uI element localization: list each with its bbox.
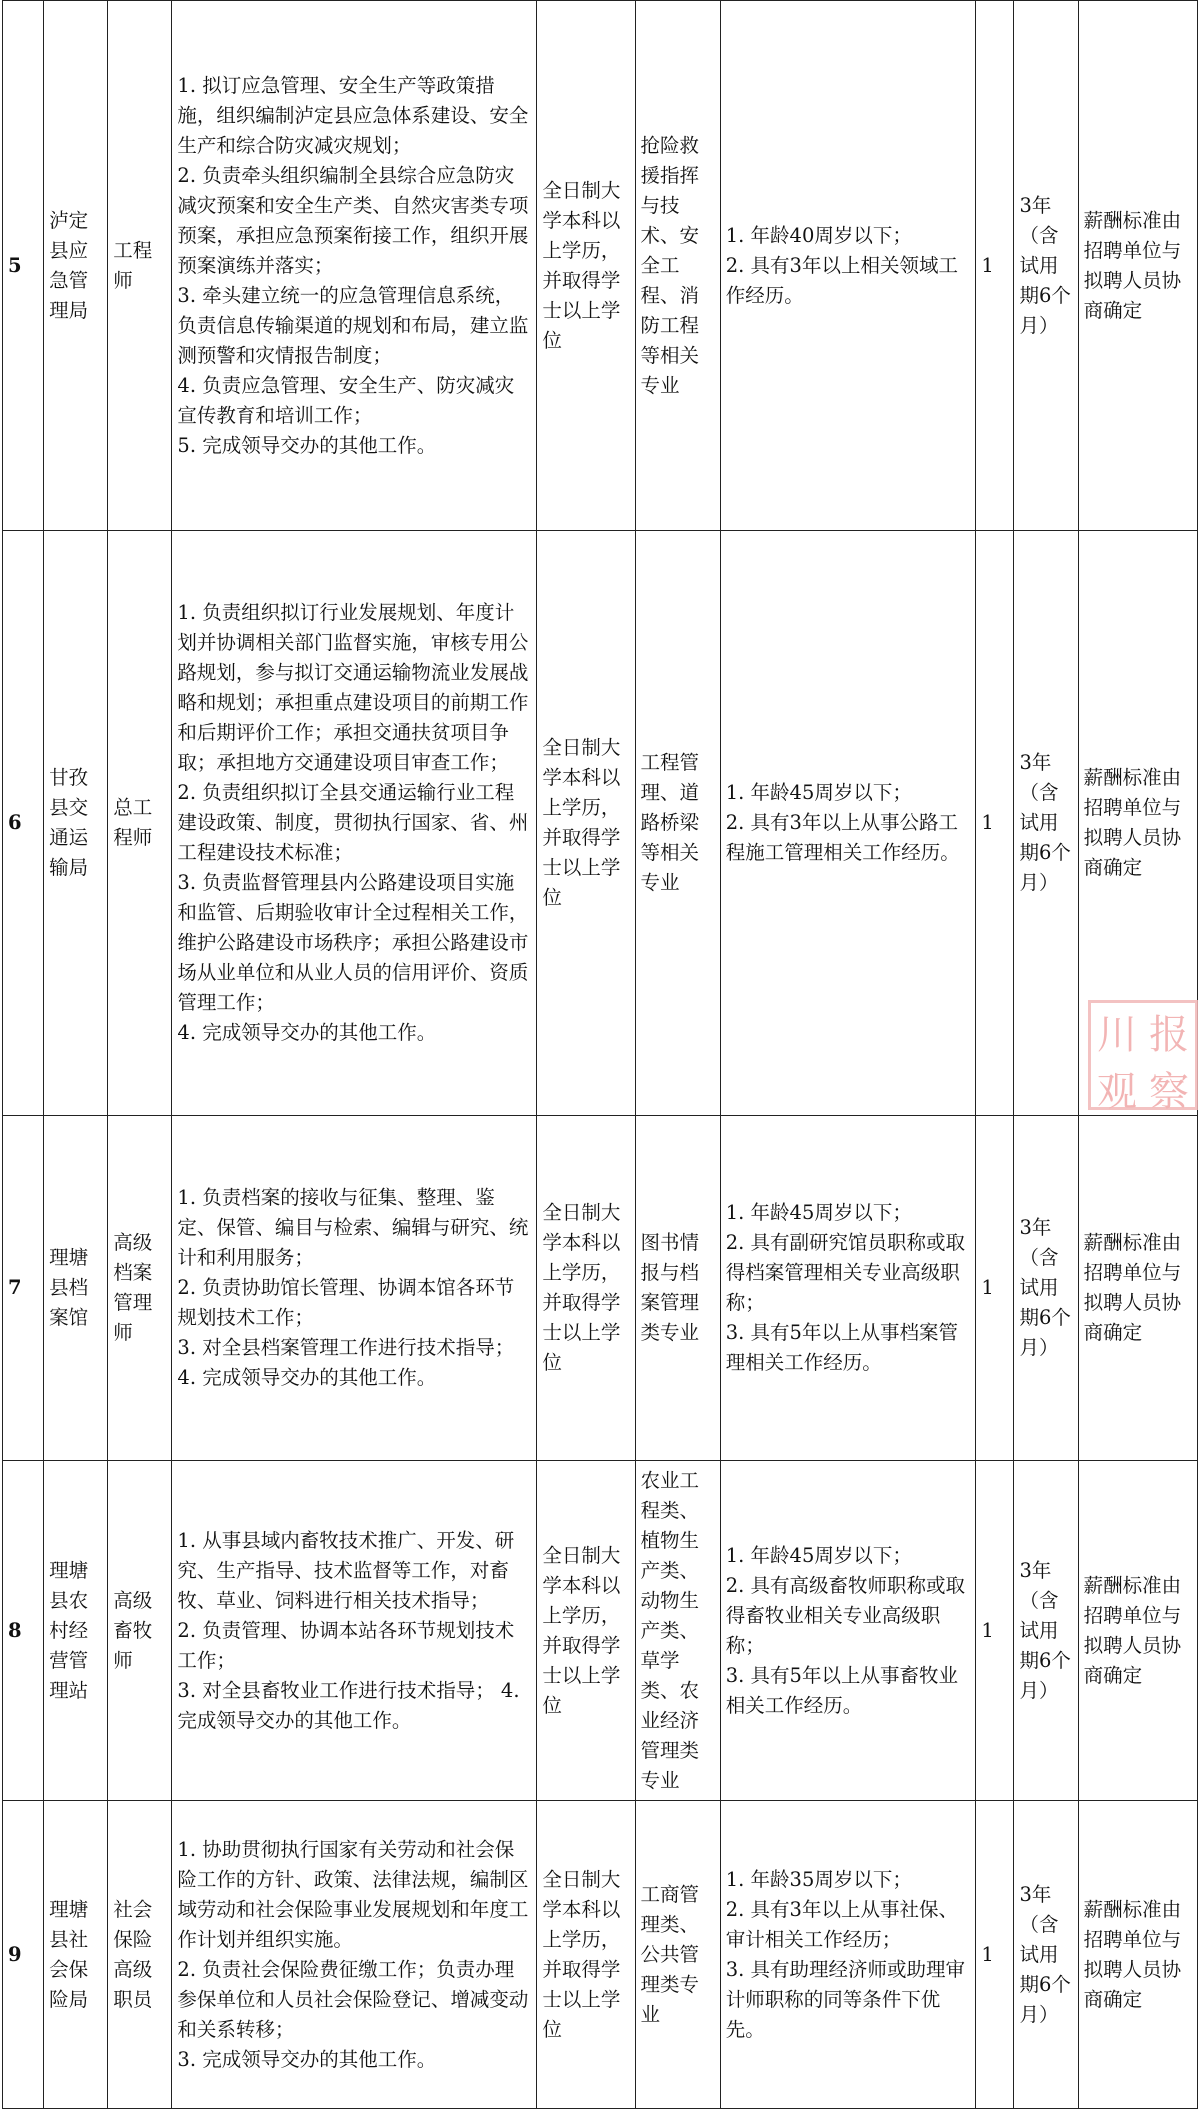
employer-cell: 理塘县档案馆 [44, 1116, 108, 1461]
term-cell: 3年（含试用期6个月） [1014, 531, 1078, 1116]
position-cell: 高级畜牧师 [108, 1461, 172, 1801]
duty-item: 2. 负责社会保险费征缴工作；负责办理参保单位和人员社会保险登记、增减变动和关系转移； [177, 1957, 529, 2041]
term-cell: 3年（含试用期6个月） [1014, 1, 1078, 531]
duty-item: 3. 对全县档案管理工作进行技术指导； [177, 1336, 515, 1359]
term-cell: 3年（含试用期6个月） [1014, 1801, 1078, 2109]
duty-item: 4. 完成领导交办的其他工作。 [177, 1366, 437, 1389]
headcount-cell: 1 [976, 531, 1014, 1116]
requirement-item: 2. 具有3年以上从事公路工程施工管理相关工作经历。 [725, 811, 960, 864]
salary-cell: 薪酬标准由招聘单位与拟聘人员协商确定 [1078, 1461, 1197, 1801]
duties-cell [172, 1116, 537, 1461]
duty-item: 1. 协助贯彻执行国家有关劳动和社会保险工作的方针、政策、法律法规，编制区域劳动和社会保险事业发展规划和年度工作计划并组织实施。 [177, 1837, 529, 1951]
requirement-item: 3. 具有5年以上从事档案管理相关工作经历。 [725, 1321, 958, 1374]
requirements-cell [720, 1801, 976, 2109]
term-cell: 3年（含试用期6个月） [1014, 1116, 1078, 1461]
duty-item: 5. 完成领导交办的其他工作。 [177, 433, 437, 457]
education-cell: 全日制大学本科以上学历，并取得学士以上学位 [537, 1801, 635, 2109]
employer-cell: 理塘县社会保险局 [44, 1801, 108, 2109]
duty-item: 1. 从事县域内畜牧技术推广、开发、研究、生产指导、技术监督等工作，对畜牧、草业、饲料进行相关技术指导； [177, 1528, 515, 1612]
duty-item: 2. 负责协助馆长管理、协调本馆各环节规划技术工作； [177, 1276, 515, 1329]
headcount-cell: 1 [976, 1, 1014, 531]
position-cell: 社会保险高级职员 [108, 1801, 172, 2109]
term-cell: 3年（含试用期6个月） [1014, 1461, 1078, 1801]
requirement-item: 1. 年龄45周岁以下； [725, 1201, 912, 1224]
education-cell: 全日制大学本科以上学历，并取得学士以上学位 [537, 1116, 635, 1461]
major-cell: 工程管理、道路桥梁等相关专业 [635, 531, 720, 1116]
row-index: 8 [3, 1461, 44, 1801]
major-cell: 工商管理类、公共管理类专业 [635, 1801, 720, 2109]
watermark-char: 观 [1097, 1069, 1137, 1115]
row-index: 9 [3, 1801, 44, 2109]
requirements-cell [720, 531, 976, 1116]
requirement-item: 1. 年龄35周岁以下； [725, 1867, 912, 1891]
requirement-item: 1. 年龄40周岁以下； [725, 223, 912, 247]
duty-item: 1. 拟订应急管理、安全生产等政策措施，组织编制泸定县应急体系建设、安全生产和综合防灾减灾规划； [177, 73, 529, 157]
requirements-cell [720, 1116, 976, 1461]
row-index: 5 [3, 1, 44, 531]
duty-item: 3. 对全县畜牧业工作进行技术指导； 4. 完成领导交办的其他工作。 [177, 1678, 520, 1732]
table-row [3, 531, 1198, 1116]
duty-item: 4. 完成领导交办的其他工作。 [177, 1021, 437, 1044]
duty-item: 3. 完成领导交办的其他工作。 [177, 2047, 437, 2071]
requirement-item: 1. 年龄45周岁以下； [725, 781, 912, 804]
employer-cell: 甘孜县交通运输局 [44, 531, 108, 1116]
duty-item: 4. 负责应急管理、安全生产、防灾减灾宣传教育和培训工作； [177, 373, 515, 427]
duties-cell [172, 1461, 537, 1801]
watermark-seal [1088, 1000, 1198, 1115]
major-cell: 图书情报与档案管理类专业 [635, 1116, 720, 1461]
duty-item: 3. 牵头建立统一的应急管理信息系统，负责信息传输渠道的规划和布局，建立监测预警和灾情报告制度； [177, 283, 529, 367]
duties-cell [172, 531, 537, 1116]
duty-item: 2. 负责牵头组织编制全县综合应急防灾减灾预案和安全生产类、自然灾害类专项预案，承担应急预案衔接工作，组织开展预案演练并落实； [177, 163, 529, 277]
major-cell: 农业工程类、植物生产类、动物生产类、草学类、农业经济管理类专业 [635, 1461, 720, 1801]
watermark-char: 川 [1097, 1012, 1137, 1058]
salary-cell: 薪酬标准由招聘单位与拟聘人员协商确定 [1078, 531, 1197, 1116]
duties-cell [172, 1801, 537, 2109]
requirement-item: 2. 具有3年以上相关领域工作经历。 [725, 253, 958, 307]
duty-item: 1. 负责组织拟订行业发展规划、年度计划并协调相关部门监督实施，审核专用公路规划，参与拟订交通运输物流业发展战略和规划；承担重点建设项目的前期工作和后期评价工作；承担交通扶贫项目争取；承担地方交通建设项目审查工作； [177, 601, 529, 774]
salary-cell: 薪酬标准由招聘单位与拟聘人员协商确定 [1078, 1801, 1197, 2109]
requirement-item: 3. 具有5年以上从事畜牧业相关工作经历。 [725, 1663, 958, 1717]
watermark-char: 报 [1149, 1012, 1189, 1058]
position-cell: 总工程师 [108, 531, 172, 1116]
employer-cell: 泸定县应急管理局 [44, 1, 108, 531]
requirements-cell [720, 1461, 976, 1801]
duty-item: 1. 负责档案的接收与征集、整理、鉴定、保管、编目与检索、编辑与研究、统计和利用服务； [177, 1186, 529, 1269]
row-index: 6 [3, 531, 44, 1116]
requirement-item: 2. 具有副研究馆员职称或取得档案管理相关专业高级职称； [725, 1231, 966, 1314]
employer-cell: 理塘县农村经营管理站 [44, 1461, 108, 1801]
position-cell: 工程师 [108, 1, 172, 531]
major-cell: 抢险救援指挥与技术、安全工程、消防工程等相关专业 [635, 1, 720, 531]
position-cell: 高级档案管理师 [108, 1116, 172, 1461]
job-table [2, 0, 1198, 2109]
headcount-cell: 1 [976, 1801, 1014, 2109]
education-cell: 全日制大学本科以上学历，并取得学士以上学位 [537, 1, 635, 531]
requirement-item: 2. 具有高级畜牧师职称或取得畜牧业相关专业高级职称； [725, 1573, 966, 1657]
headcount-cell: 1 [976, 1461, 1014, 1801]
headcount-cell: 1 [976, 1116, 1014, 1461]
duties-cell [172, 1, 537, 531]
table-row [3, 1, 1198, 531]
education-cell: 全日制大学本科以上学历，并取得学士以上学位 [537, 1461, 635, 1801]
row-index: 7 [3, 1116, 44, 1461]
salary-cell: 薪酬标准由招聘单位与拟聘人员协商确定 [1078, 1, 1197, 531]
watermark-char: 察 [1149, 1069, 1189, 1115]
requirement-item: 3. 具有助理经济师或助理审计师职称的同等条件下优先。 [725, 1957, 966, 2041]
duty-item: 3. 负责监督管理县内公路建设项目实施和监管、后期验收审计全过程相关工作，维护公路建设市场秩序；承担公路建设市场从业单位和从业人员的信用评价、资质管理工作； [177, 871, 529, 1014]
duty-item: 2. 负责管理、协调本站各环节规划技术工作； [177, 1618, 515, 1672]
requirements-cell [720, 1, 976, 531]
salary-cell: 薪酬标准由招聘单位与拟聘人员协商确定 [1078, 1116, 1197, 1461]
table-row [3, 1461, 1198, 1801]
duty-item: 2. 负责组织拟订全县交通运输行业工程建设政策、制度，贯彻执行国家、省、州工程建设技术标准； [177, 781, 529, 864]
table-row [3, 1116, 1198, 1461]
education-cell: 全日制大学本科以上学历，并取得学士以上学位 [537, 531, 635, 1116]
requirement-item: 2. 具有3年以上从事社保、审计相关工作经历； [725, 1897, 958, 1951]
table-row [3, 1801, 1198, 2109]
requirement-item: 1. 年龄45周岁以下； [725, 1543, 912, 1567]
